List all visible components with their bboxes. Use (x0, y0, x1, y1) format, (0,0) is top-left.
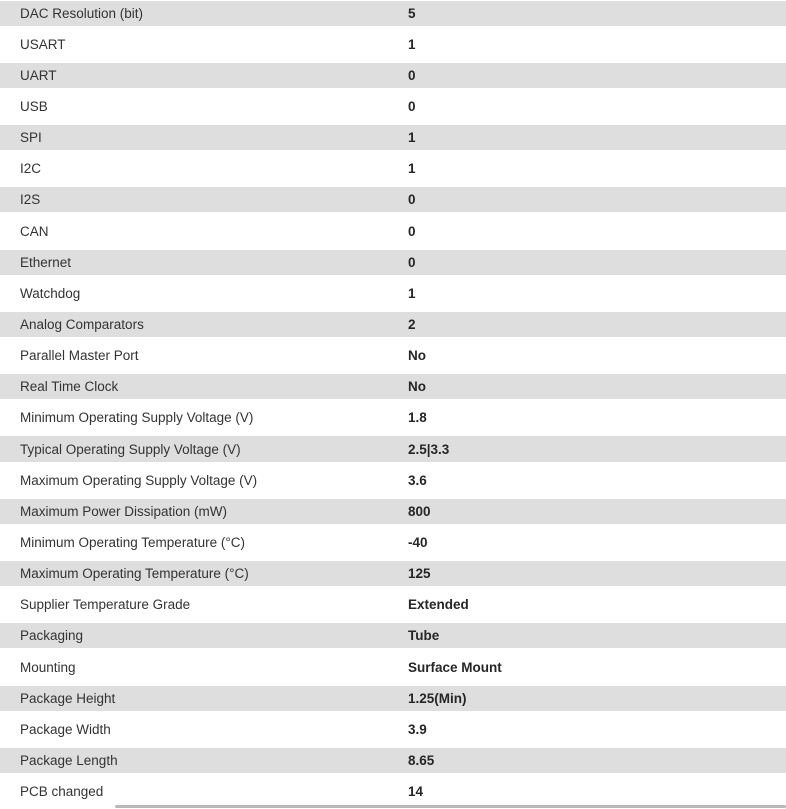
spec-value: 1.25(Min) (408, 690, 467, 706)
table-row (0, 745, 786, 776)
table-row (0, 247, 786, 278)
table-row (0, 153, 786, 184)
spec-label: Package Length (20, 752, 118, 768)
spec-label: USB (20, 98, 48, 114)
spec-value: 125 (408, 566, 431, 582)
table-row (0, 215, 786, 246)
spec-value: Surface Mount (408, 659, 502, 675)
spec-label: Parallel Master Port (20, 348, 139, 364)
table-row (0, 60, 786, 91)
spec-label: Typical Operating Supply Voltage (V) (20, 441, 241, 457)
spec-value: 0 (408, 98, 416, 114)
spec-value: 0 (408, 254, 416, 270)
spec-value: Tube (408, 628, 440, 644)
spec-value: 5 (408, 5, 416, 21)
spec-value: No (408, 348, 426, 364)
table-row (0, 91, 786, 122)
table-row (0, 527, 786, 558)
table-row (0, 122, 786, 153)
table-row (0, 29, 786, 60)
horizontal-scrollbar-track[interactable] (0, 805, 786, 809)
spec-label: I2C (20, 161, 42, 177)
spec-label: Ethernet (20, 254, 72, 270)
table-row (0, 496, 786, 527)
spec-value: 14 (408, 784, 424, 800)
table-row (0, 683, 786, 714)
spec-value: 2 (408, 316, 416, 332)
spec-label: Maximum Power Dissipation (mW) (20, 503, 228, 519)
spec-label: Minimum Operating Supply Voltage (V) (20, 410, 254, 426)
spec-label: Maximum Operating Temperature (°C) (20, 566, 249, 582)
table-row (0, 558, 786, 589)
spec-label: SPI (20, 130, 42, 146)
table-row (0, 309, 786, 340)
table-row (0, 184, 786, 215)
table-row (0, 340, 786, 371)
spec-label: Mounting (20, 659, 76, 675)
spec-label: Minimum Operating Temperature (°C) (20, 534, 245, 550)
spec-label: Maximum Operating Supply Voltage (V) (20, 472, 258, 488)
table-row (0, 714, 786, 745)
spec-value: 3.9 (408, 721, 427, 737)
spec-value: -40 (408, 534, 428, 550)
spec-label: Analog Comparators (20, 316, 144, 332)
table-row (0, 620, 786, 651)
table-row (0, 433, 786, 464)
spec-label: Package Width (20, 721, 111, 737)
spec-label: I2S (20, 192, 41, 208)
spec-value: 1 (408, 130, 416, 146)
spec-label: USART (20, 36, 66, 52)
table-row (0, 776, 786, 807)
table-row (0, 402, 786, 433)
table-row (0, 371, 786, 402)
spec-value: 0 (408, 192, 416, 208)
spec-label: CAN (20, 223, 49, 239)
spec-value: 1 (408, 36, 416, 52)
spec-value: Extended (408, 597, 469, 613)
spec-label: Real Time Clock (20, 379, 119, 395)
horizontal-scrollbar-thumb[interactable] (115, 805, 786, 808)
table-row (0, 0, 786, 29)
spec-label: Package Height (20, 690, 116, 706)
spec-value: 0 (408, 223, 416, 239)
spec-label: UART (20, 67, 57, 83)
table-row (0, 651, 786, 682)
spec-value: 8.65 (408, 752, 435, 768)
spec-label: PCB changed (20, 784, 104, 800)
spec-value: 3.6 (408, 472, 427, 488)
spec-value: 1.8 (408, 410, 427, 426)
spec-value: 2.5|3.3 (408, 441, 450, 457)
table-row (0, 465, 786, 496)
spec-value: No (408, 379, 426, 395)
spec-label: Watchdog (20, 285, 81, 301)
spec-value: 800 (408, 503, 431, 519)
table-row (0, 278, 786, 309)
spec-value: 1 (408, 161, 416, 177)
spec-value: 1 (408, 285, 416, 301)
spec-label: Packaging (20, 628, 84, 644)
spec-value: 0 (408, 67, 416, 83)
spec-label: Supplier Temperature Grade (20, 597, 191, 613)
table-row (0, 589, 786, 620)
spec-label: DAC Resolution (bit) (20, 5, 144, 21)
